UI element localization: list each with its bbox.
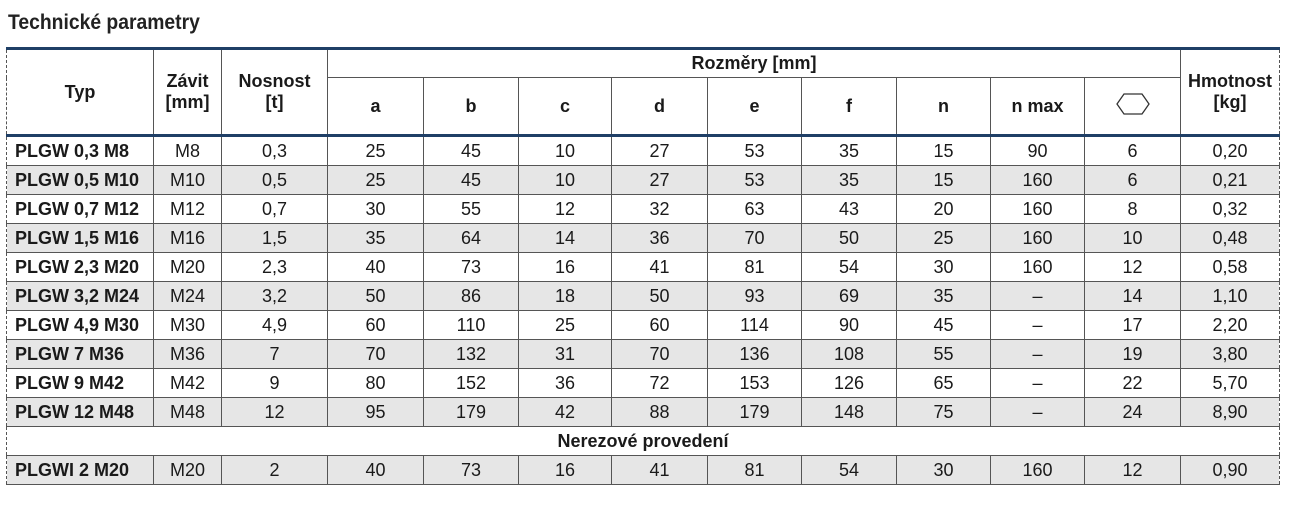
header-col-d: d bbox=[612, 78, 708, 136]
header-col-f: f bbox=[802, 78, 897, 136]
cell-n: 15 bbox=[897, 136, 991, 166]
cell-d: 88 bbox=[612, 398, 708, 427]
cell-c: 31 bbox=[519, 340, 612, 369]
page-title: Technické parametry bbox=[8, 11, 200, 34]
cell-a: 40 bbox=[328, 253, 424, 282]
table-row bbox=[7, 282, 1280, 311]
cell-hex: 6 bbox=[1085, 166, 1181, 195]
cell-zavit: M36 bbox=[154, 340, 222, 369]
cell-hex: 6 bbox=[1085, 136, 1181, 166]
cell-b: 152 bbox=[424, 369, 519, 398]
table-row bbox=[7, 340, 1280, 369]
header-col-e: e bbox=[708, 78, 802, 136]
table-row bbox=[7, 195, 1280, 224]
cell-typ: PLGW 0,5 M10 bbox=[7, 166, 154, 195]
table-row bbox=[7, 253, 1280, 282]
cell-e: 136 bbox=[708, 340, 802, 369]
cell-n: 25 bbox=[897, 224, 991, 253]
table-body bbox=[7, 136, 1280, 485]
cell-n: 55 bbox=[897, 340, 991, 369]
cell-typ: PLGW 7 M36 bbox=[7, 340, 154, 369]
cell-c: 10 bbox=[519, 166, 612, 195]
cell-b: 73 bbox=[424, 456, 519, 485]
cell-e: 70 bbox=[708, 224, 802, 253]
table-row bbox=[7, 398, 1280, 427]
cell-nmax: 160 bbox=[991, 456, 1085, 485]
cell-f: 50 bbox=[802, 224, 897, 253]
cell-c: 12 bbox=[519, 195, 612, 224]
cell-typ: PLGW 4,9 M30 bbox=[7, 311, 154, 340]
cell-e: 114 bbox=[708, 311, 802, 340]
cell-b: 132 bbox=[424, 340, 519, 369]
cell-zavit: M8 bbox=[154, 136, 222, 166]
cell-hex: 14 bbox=[1085, 282, 1181, 311]
cell-n: 30 bbox=[897, 253, 991, 282]
cell-c: 10 bbox=[519, 136, 612, 166]
cell-d: 36 bbox=[612, 224, 708, 253]
cell-hex: 12 bbox=[1085, 253, 1181, 282]
cell-d: 72 bbox=[612, 369, 708, 398]
cell-kg: 0,21 bbox=[1181, 166, 1280, 195]
cell-e: 153 bbox=[708, 369, 802, 398]
cell-typ: PLGW 3,2 M24 bbox=[7, 282, 154, 311]
cell-a: 35 bbox=[328, 224, 424, 253]
cell-zavit: M30 bbox=[154, 311, 222, 340]
cell-b: 64 bbox=[424, 224, 519, 253]
cell-d: 70 bbox=[612, 340, 708, 369]
cell-typ: PLGWI 2 M20 bbox=[7, 456, 154, 485]
cell-kg: 5,70 bbox=[1181, 369, 1280, 398]
cell-f: 126 bbox=[802, 369, 897, 398]
cell-e: 81 bbox=[708, 253, 802, 282]
cell-kg: 0,20 bbox=[1181, 136, 1280, 166]
cell-kg: 0,58 bbox=[1181, 253, 1280, 282]
cell-kg: 0,48 bbox=[1181, 224, 1280, 253]
cell-typ: PLGW 0,7 M12 bbox=[7, 195, 154, 224]
cell-c: 25 bbox=[519, 311, 612, 340]
cell-nosnost: 0,3 bbox=[222, 136, 328, 166]
header-hmotnost: Hmotnost [kg] bbox=[1181, 49, 1280, 136]
header-col-c: c bbox=[519, 78, 612, 136]
cell-c: 42 bbox=[519, 398, 612, 427]
cell-nmax: – bbox=[991, 340, 1085, 369]
cell-e: 53 bbox=[708, 136, 802, 166]
cell-b: 45 bbox=[424, 136, 519, 166]
cell-nosnost: 0,5 bbox=[222, 166, 328, 195]
cell-zavit: M42 bbox=[154, 369, 222, 398]
cell-nmax: 160 bbox=[991, 253, 1085, 282]
cell-a: 70 bbox=[328, 340, 424, 369]
cell-nmax: 160 bbox=[991, 224, 1085, 253]
cell-e: 53 bbox=[708, 166, 802, 195]
cell-f: 54 bbox=[802, 456, 897, 485]
cell-e: 81 bbox=[708, 456, 802, 485]
cell-a: 40 bbox=[328, 456, 424, 485]
cell-d: 41 bbox=[612, 253, 708, 282]
header-col-a: a bbox=[328, 78, 424, 136]
section-label: Nerezové provedení bbox=[7, 427, 1280, 456]
hexagon-icon bbox=[1116, 93, 1150, 120]
cell-c: 18 bbox=[519, 282, 612, 311]
cell-nosnost: 12 bbox=[222, 398, 328, 427]
cell-nmax: 160 bbox=[991, 166, 1085, 195]
cell-c: 16 bbox=[519, 253, 612, 282]
cell-nosnost: 1,5 bbox=[222, 224, 328, 253]
cell-zavit: M20 bbox=[154, 456, 222, 485]
cell-b: 45 bbox=[424, 166, 519, 195]
cell-f: 54 bbox=[802, 253, 897, 282]
cell-e: 179 bbox=[708, 398, 802, 427]
cell-typ: PLGW 9 M42 bbox=[7, 369, 154, 398]
cell-nmax: – bbox=[991, 311, 1085, 340]
cell-b: 55 bbox=[424, 195, 519, 224]
table-row bbox=[7, 166, 1280, 195]
cell-c: 14 bbox=[519, 224, 612, 253]
header-col-nmax: n max bbox=[991, 78, 1085, 136]
cell-b: 179 bbox=[424, 398, 519, 427]
cell-nosnost: 9 bbox=[222, 369, 328, 398]
cell-hex: 17 bbox=[1085, 311, 1181, 340]
cell-n: 35 bbox=[897, 282, 991, 311]
cell-b: 86 bbox=[424, 282, 519, 311]
cell-hex: 12 bbox=[1085, 456, 1181, 485]
cell-n: 15 bbox=[897, 166, 991, 195]
cell-kg: 8,90 bbox=[1181, 398, 1280, 427]
cell-n: 65 bbox=[897, 369, 991, 398]
cell-f: 35 bbox=[802, 136, 897, 166]
header-col-hex bbox=[1085, 78, 1181, 136]
cell-nmax: – bbox=[991, 282, 1085, 311]
cell-f: 35 bbox=[802, 166, 897, 195]
cell-n: 20 bbox=[897, 195, 991, 224]
cell-typ: PLGW 0,3 M8 bbox=[7, 136, 154, 166]
cell-hex: 8 bbox=[1085, 195, 1181, 224]
cell-zavit: M20 bbox=[154, 253, 222, 282]
cell-typ: PLGW 1,5 M16 bbox=[7, 224, 154, 253]
cell-a: 95 bbox=[328, 398, 424, 427]
cell-typ: PLGW 2,3 M20 bbox=[7, 253, 154, 282]
cell-n: 30 bbox=[897, 456, 991, 485]
table-row bbox=[7, 369, 1280, 398]
cell-d: 60 bbox=[612, 311, 708, 340]
cell-typ: PLGW 12 M48 bbox=[7, 398, 154, 427]
cell-a: 50 bbox=[328, 282, 424, 311]
cell-c: 16 bbox=[519, 456, 612, 485]
cell-a: 80 bbox=[328, 369, 424, 398]
cell-e: 63 bbox=[708, 195, 802, 224]
table-header bbox=[7, 49, 1280, 136]
cell-d: 27 bbox=[612, 166, 708, 195]
header-zavit: Závit [mm] bbox=[154, 49, 222, 136]
cell-f: 43 bbox=[802, 195, 897, 224]
cell-f: 108 bbox=[802, 340, 897, 369]
cell-zavit: M10 bbox=[154, 166, 222, 195]
cell-kg: 2,20 bbox=[1181, 311, 1280, 340]
cell-hex: 22 bbox=[1085, 369, 1181, 398]
cell-e: 93 bbox=[708, 282, 802, 311]
cell-kg: 3,80 bbox=[1181, 340, 1280, 369]
cell-zavit: M12 bbox=[154, 195, 222, 224]
cell-kg: 1,10 bbox=[1181, 282, 1280, 311]
cell-b: 110 bbox=[424, 311, 519, 340]
cell-zavit: M48 bbox=[154, 398, 222, 427]
cell-d: 50 bbox=[612, 282, 708, 311]
cell-hex: 24 bbox=[1085, 398, 1181, 427]
cell-kg: 0,90 bbox=[1181, 456, 1280, 485]
cell-a: 30 bbox=[328, 195, 424, 224]
cell-nosnost: 2,3 bbox=[222, 253, 328, 282]
parameters-table bbox=[6, 47, 1280, 485]
cell-n: 45 bbox=[897, 311, 991, 340]
cell-d: 32 bbox=[612, 195, 708, 224]
cell-n: 75 bbox=[897, 398, 991, 427]
header-col-b: b bbox=[424, 78, 519, 136]
cell-d: 41 bbox=[612, 456, 708, 485]
cell-hex: 19 bbox=[1085, 340, 1181, 369]
header-rozmery: Rozměry [mm] bbox=[328, 49, 1181, 78]
header-typ: Typ bbox=[7, 49, 154, 136]
cell-nosnost: 3,2 bbox=[222, 282, 328, 311]
cell-f: 69 bbox=[802, 282, 897, 311]
cell-nosnost: 2 bbox=[222, 456, 328, 485]
cell-nosnost: 0,7 bbox=[222, 195, 328, 224]
header-col-n: n bbox=[897, 78, 991, 136]
cell-zavit: M16 bbox=[154, 224, 222, 253]
table-row bbox=[7, 224, 1280, 253]
cell-c: 36 bbox=[519, 369, 612, 398]
cell-nmax: – bbox=[991, 398, 1085, 427]
cell-nmax: 90 bbox=[991, 136, 1085, 166]
section-row bbox=[7, 427, 1280, 456]
table-row bbox=[7, 456, 1280, 485]
cell-nosnost: 7 bbox=[222, 340, 328, 369]
cell-hex: 10 bbox=[1085, 224, 1181, 253]
cell-zavit: M24 bbox=[154, 282, 222, 311]
cell-f: 90 bbox=[802, 311, 897, 340]
table-row bbox=[7, 311, 1280, 340]
cell-a: 25 bbox=[328, 136, 424, 166]
cell-nmax: – bbox=[991, 369, 1085, 398]
cell-a: 25 bbox=[328, 166, 424, 195]
cell-kg: 0,32 bbox=[1181, 195, 1280, 224]
cell-d: 27 bbox=[612, 136, 708, 166]
table-row bbox=[7, 136, 1280, 166]
cell-nmax: 160 bbox=[991, 195, 1085, 224]
cell-a: 60 bbox=[328, 311, 424, 340]
cell-nosnost: 4,9 bbox=[222, 311, 328, 340]
cell-f: 148 bbox=[802, 398, 897, 427]
cell-b: 73 bbox=[424, 253, 519, 282]
header-nosnost: Nosnost [t] bbox=[222, 49, 328, 136]
